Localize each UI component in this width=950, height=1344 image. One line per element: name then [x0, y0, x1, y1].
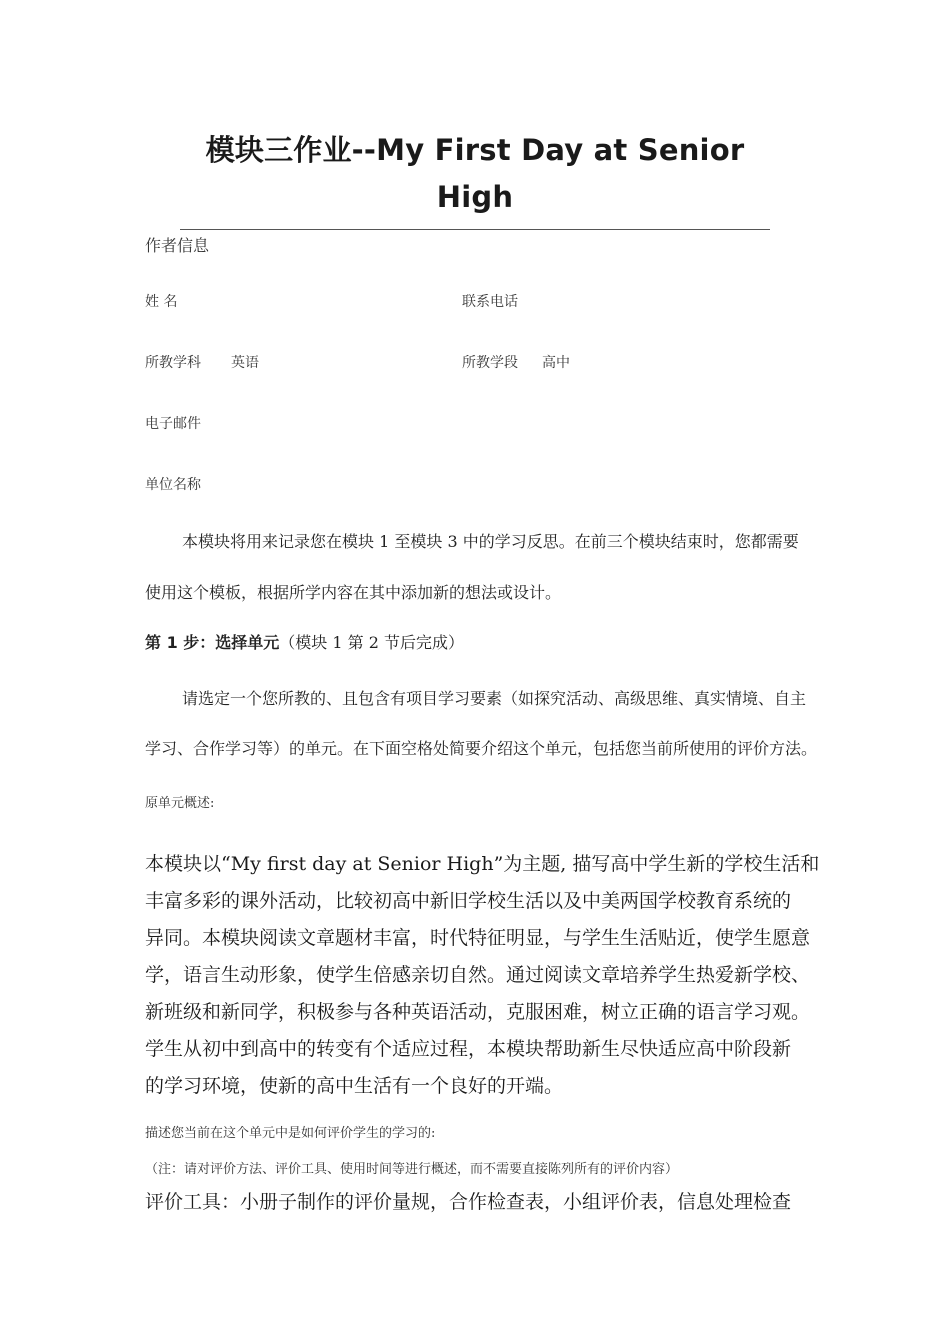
overview-label: 原单元概述: — [145, 796, 215, 811]
instruction-line-2: 学习、合作学习等）的单元。在下面空格处简要介绍这个单元，包括您当前所使用的评价方法。 — [145, 739, 818, 758]
org-label: 单位名称 — [145, 477, 201, 493]
stage-value: 高中 — [542, 355, 570, 371]
overview-line: 学生从初中到高中的转变有个适应过程，本模块帮助新生尽快适应高中阶段新 — [145, 1038, 792, 1060]
overview-line: 新班级和新同学，积极参与各种英语活动，克服困难，树立正确的语言学习观。 — [145, 1001, 811, 1023]
step1-heading — [145, 630, 464, 653]
intro-line-2: 使用这个模板，根据所学内容在其中添加新的想法或设计。 — [145, 583, 562, 602]
step1-note: （模块 1 第 2 节后完成） — [279, 633, 464, 652]
overview-line: 学，语言生动形象，使学生倍感亲切自然。通过阅读文章培养学生热爱新学校、 — [145, 964, 811, 986]
evaluation-label: 描述您当前在这个单元中是如何评价学生的学习的: — [145, 1126, 436, 1141]
name-label: 姓 名 — [145, 294, 178, 310]
title-divider — [180, 229, 770, 230]
evaluation-line: 评价工具：小册子制作的评价量规，合作检查表，小组评价表，信息处理检查 — [145, 1191, 792, 1213]
step1-title: 第 1 步：选择单元 — [145, 633, 280, 652]
intro-line-1: 本模块将用来记录您在模块 1 至模块 3 中的学习反思。在前三个模块结束时，您都需要 — [182, 532, 799, 551]
overview-line: 本模块以“My first day at Senior High”为主题, 描写高中学生新的学校生活和 — [145, 853, 820, 875]
overview-line: 的学习环境，使新的高中生活有一个良好的开端。 — [145, 1075, 564, 1097]
overview-line: 丰富多彩的课外活动，比较初高中新旧学校生活以及中美两国学校教育系统的 — [145, 890, 792, 912]
phone-label: 联系电话 — [462, 294, 518, 310]
subject-label: 所教学科 — [145, 355, 201, 371]
overview-line: 异同。本模块阅读文章题材丰富，时代特征明显，与学生生活贴近，使学生愿意 — [145, 927, 811, 949]
document-title-line1: 模块三作业--My First Day at Senior — [205, 133, 745, 167]
stage-label: 所教学段 — [462, 355, 518, 371]
email-label: 电子邮件 — [145, 416, 201, 432]
evaluation-note: （注：请对评价方法、评价工具、使用时间等进行概述，而不需要直接陈列所有的评价内容） — [145, 1162, 679, 1177]
author-info-heading: 作者信息 — [145, 236, 210, 255]
instruction-line-1: 请选定一个您所教的、且包含有项目学习要素（如探究活动、高级思维、真实情境、自主 — [182, 689, 807, 708]
subject-value: 英语 — [231, 355, 259, 371]
document-title-line2: High — [436, 180, 514, 214]
